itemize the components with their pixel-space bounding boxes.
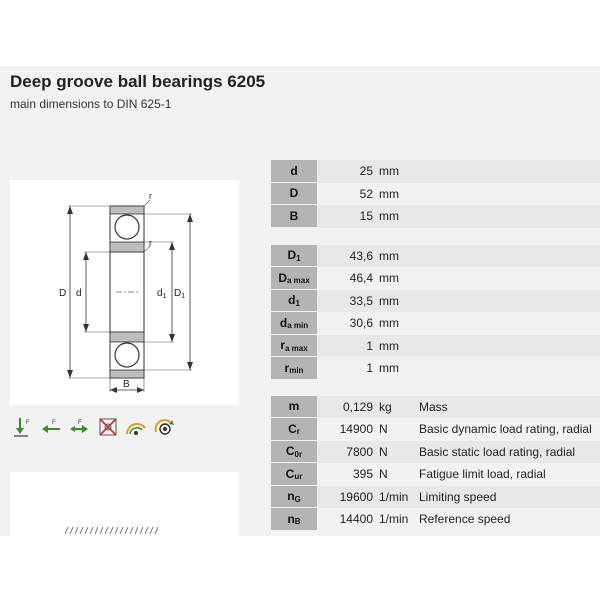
symbol-cell: C $_{ur}$: [271, 463, 317, 486]
lower-ball: [115, 343, 139, 367]
desc-cell: Mass: [419, 399, 448, 414]
secondary-drawing-box: [10, 472, 239, 536]
svg-text:F: F: [52, 420, 56, 426]
label-d: d: [76, 288, 82, 299]
label-D: D: [59, 288, 67, 299]
value-cell: 0,129: [342, 399, 373, 414]
bearing-drawing-svg: [10, 180, 239, 405]
unit-cell: mm: [379, 293, 399, 308]
table-row: [271, 160, 600, 183]
label-r-mid: r: [149, 238, 152, 248]
unit-cell: mm: [379, 248, 399, 263]
value-cell: 14400: [339, 512, 373, 527]
symbol-cell: d $_{a min}$: [271, 312, 317, 335]
unit-cell: mm: [379, 271, 399, 286]
value-cell: 15: [359, 209, 373, 224]
axial-load-left-icon: [40, 416, 64, 438]
unit-cell: mm: [379, 164, 399, 179]
symbol-cell: C $_{0r}$: [271, 441, 317, 464]
value-cell: 7800: [346, 444, 373, 459]
unit-cell: mm: [379, 209, 399, 224]
group-spacer: [271, 228, 600, 245]
secondary-drawing-svg: [10, 472, 239, 536]
value-cell: 1: [366, 338, 373, 353]
table-row: [271, 267, 600, 290]
desc-cell: Limiting speed: [419, 489, 497, 504]
table-row: [271, 508, 600, 531]
table-row: [271, 486, 600, 509]
value-cell: 43,6: [349, 248, 373, 263]
low-friction-icon: [152, 416, 176, 438]
desc-cell: Reference speed: [419, 512, 511, 527]
value-cell: 14900: [339, 422, 373, 437]
B-arrow-right: [137, 387, 144, 393]
bearing-cross-section-drawing: [10, 180, 239, 405]
B-arrow-left: [110, 387, 117, 393]
main-dimensions-group: [271, 160, 600, 228]
svg-text:F: F: [78, 420, 82, 426]
table-row: [271, 245, 600, 268]
high-speed-icon: [124, 416, 148, 438]
desc-cell: Fatigue limit load, radial: [419, 467, 546, 482]
D1-arrow-bottom: [187, 362, 193, 370]
label-D1: $D_1$: [174, 288, 186, 300]
unit-cell: 1/min: [379, 512, 409, 527]
symbol-cell: d $_1$: [271, 290, 317, 313]
unit-cell: N: [379, 467, 388, 482]
table-row: [271, 463, 600, 486]
upper-outer-ring: [110, 206, 144, 214]
unit-cell: mm: [379, 361, 399, 376]
symbol-cell: D $_{a max}$: [271, 267, 317, 290]
combined-load-icon: [68, 416, 92, 438]
table-row: [271, 205, 600, 228]
unit-cell: mm: [379, 338, 399, 353]
label-d1: $d_1$: [157, 288, 167, 300]
unit-cell: N: [379, 444, 388, 459]
symbol-cell: r $_{a max}$: [271, 335, 317, 358]
value-cell: 30,6: [349, 316, 373, 331]
label-B: B: [123, 379, 130, 390]
table-row: [271, 441, 600, 464]
symbol-cell: n $_B$: [271, 508, 317, 531]
value-cell: 52: [359, 186, 373, 201]
table-row: [271, 183, 600, 206]
symbol-cell: D $_1$: [271, 245, 317, 268]
table-row: [271, 357, 600, 380]
page-subtitle: main dimensions to DIN 625-1: [10, 97, 172, 111]
property-pictograms: [12, 416, 176, 438]
svg-text:F: F: [26, 420, 30, 426]
d1-arrow-bottom: [169, 334, 175, 342]
unit-cell: mm: [379, 316, 399, 331]
symbol-cell: m: [271, 396, 317, 419]
performance-data-group: [271, 396, 600, 531]
desc-cell: Basic dynamic load rating, radial: [419, 422, 592, 437]
table-row: [271, 418, 600, 441]
table-row: [271, 312, 600, 335]
symbol-cell: D: [271, 183, 317, 206]
desc-cell: Basic static load rating, radial: [419, 444, 576, 459]
symbol-cell: C $_r$: [271, 418, 317, 441]
radial-load-icon: [12, 416, 36, 438]
symbol-cell: B: [271, 205, 317, 228]
upper-ball: [115, 215, 139, 239]
value-cell: 33,5: [349, 293, 373, 308]
D-arrow-bottom: [67, 370, 73, 378]
lower-outer-ring: [110, 370, 144, 378]
value-cell: 395: [352, 467, 373, 482]
d-arrow-top: [83, 252, 89, 260]
D1-arrow-top: [187, 214, 193, 222]
table-row: [271, 396, 600, 419]
d-arrow-bottom: [83, 324, 89, 332]
unit-cell: 1/min: [379, 489, 409, 504]
label-r-top: r: [149, 191, 152, 201]
dimension-table: [271, 160, 600, 531]
table-row: [271, 290, 600, 313]
value-cell: 1: [366, 361, 373, 376]
mounting-dimensions-group: [271, 245, 600, 380]
value-cell: 46,4: [349, 271, 373, 286]
table-row: [271, 335, 600, 358]
D-arrow-top: [67, 206, 73, 214]
symbol-cell: r $_{min}$: [271, 357, 317, 380]
symbol-cell: n $_G$: [271, 486, 317, 509]
unit-cell: kg: [379, 399, 392, 414]
value-cell: 25: [359, 164, 373, 179]
group-spacer: [271, 380, 600, 396]
unit-cell: N: [379, 422, 388, 437]
page-title: Deep groove ball bearings 6205: [10, 72, 266, 91]
symbol-cell: d: [271, 160, 317, 183]
unit-cell: mm: [379, 186, 399, 201]
lower-inner-ring: [110, 332, 144, 342]
d1-arrow-top: [169, 242, 175, 250]
upper-inner-ring: [110, 242, 144, 252]
no-moment-load-icon: [96, 416, 120, 438]
value-cell: 19600: [339, 489, 373, 504]
